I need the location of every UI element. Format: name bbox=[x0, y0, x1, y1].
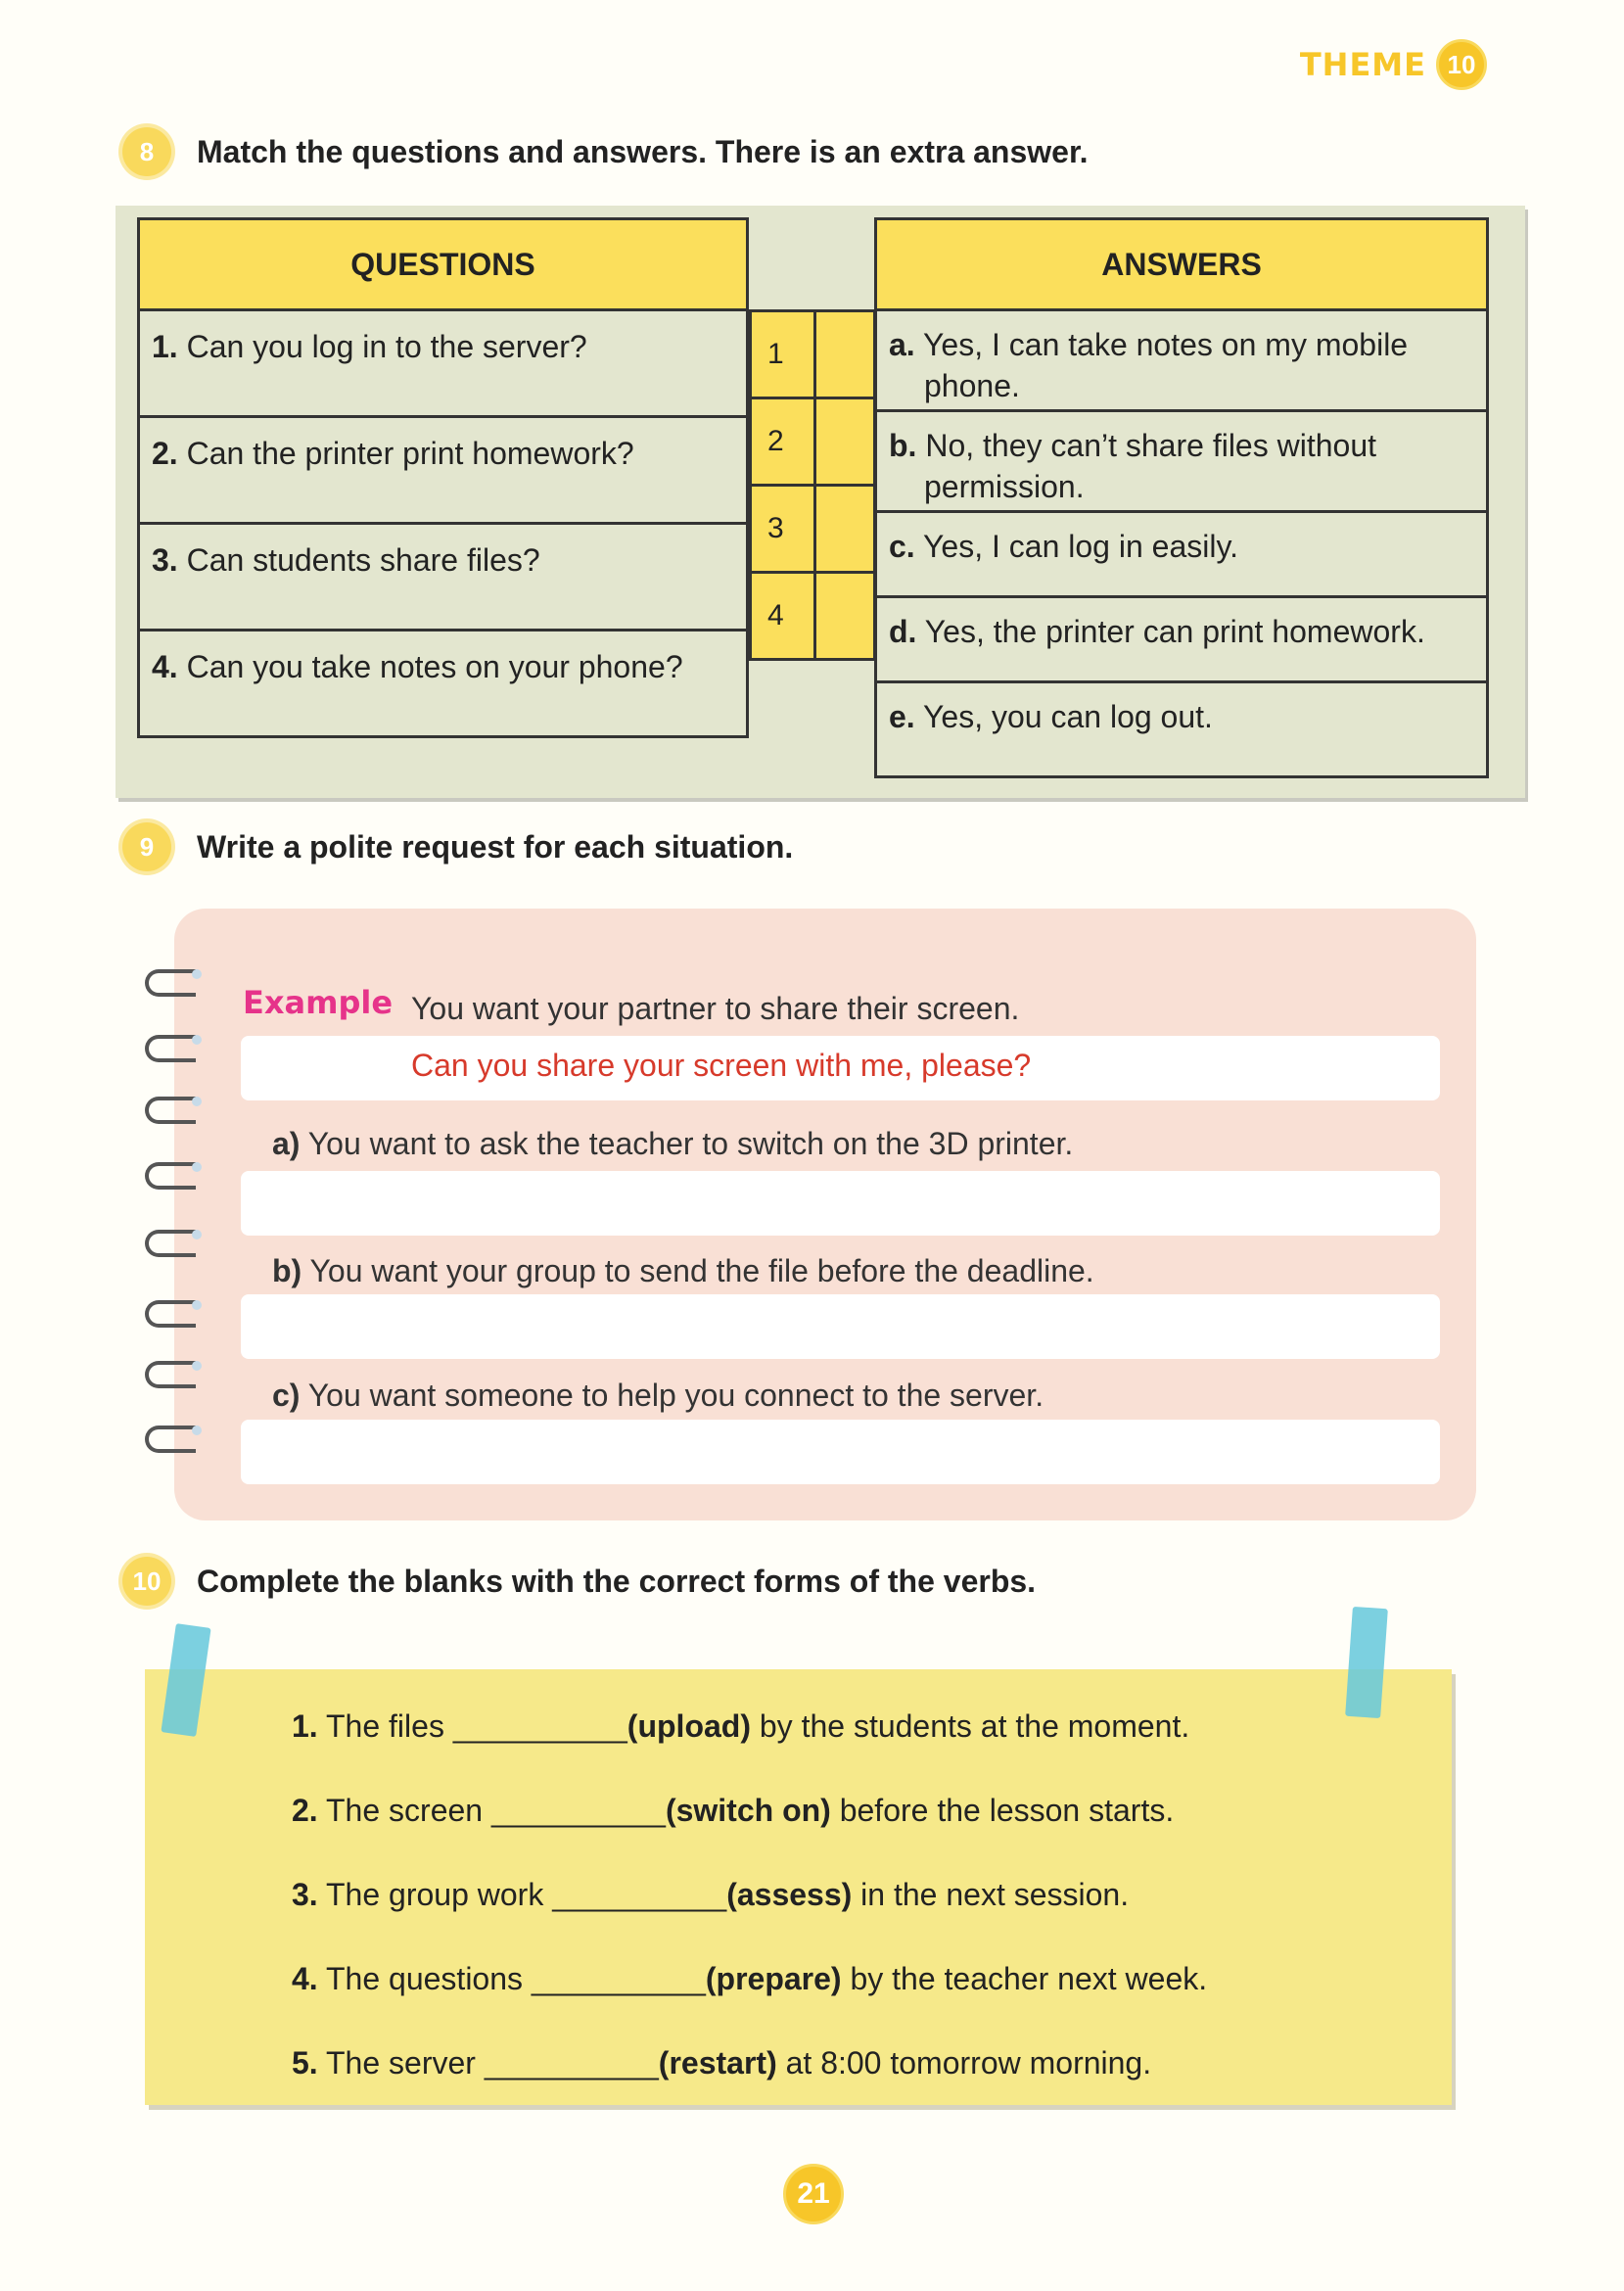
match-number: 1 bbox=[751, 311, 815, 398]
match-answer-cell[interactable] bbox=[815, 573, 875, 660]
theme-number-badge: 10 bbox=[1436, 39, 1487, 90]
fill-blank-sentence: 4. The questions __________(prepare) by the teacher next week. bbox=[292, 1961, 1208, 1996]
answers-table bbox=[874, 217, 1489, 778]
question-row: 1. Can you log in to the server? bbox=[139, 310, 748, 417]
match-answer-cell[interactable] bbox=[815, 398, 875, 486]
exercise-9-heading bbox=[122, 822, 793, 871]
binder-ring-icon bbox=[145, 1361, 196, 1388]
exercise-instruction: Match the questions and answers. There is an extra answer. bbox=[197, 133, 1089, 169]
answer-input[interactable] bbox=[241, 1294, 1440, 1359]
match-answer-cell[interactable] bbox=[815, 311, 875, 398]
blank-field[interactable]: __________ bbox=[552, 1877, 727, 1912]
question-row: 4. Can you take notes on your phone? bbox=[139, 631, 748, 737]
exercise-10-heading bbox=[122, 1557, 1036, 1606]
match-number: 2 bbox=[751, 398, 815, 486]
fill-blank-sentence: 3. The group work __________(assess) in the next session. bbox=[292, 1877, 1130, 1912]
exercise-number-badge: 8 bbox=[122, 127, 171, 176]
example-prompt: You want your partner to share their screen. bbox=[411, 991, 1020, 1026]
exercise-8-heading bbox=[122, 127, 1089, 176]
answer-row: d. Yes, the printer can print homework. bbox=[876, 597, 1488, 682]
theme-header bbox=[1300, 39, 1487, 90]
question-row: 2. Can the printer print homework? bbox=[139, 417, 748, 524]
match-number: 3 bbox=[751, 486, 815, 573]
blank-field[interactable]: __________ bbox=[490, 1793, 666, 1828]
binder-ring-icon bbox=[145, 969, 196, 997]
binder-ring-icon bbox=[145, 1426, 196, 1453]
binder-ring-icon bbox=[145, 1300, 196, 1328]
binder-ring-icon bbox=[145, 1230, 196, 1257]
request-prompt: a) You want to ask the teacher to switch on the 3D printer. bbox=[272, 1126, 1074, 1161]
request-prompt: b) You want your group to send the file before the deadline. bbox=[272, 1253, 1094, 1288]
match-answer-cell[interactable] bbox=[815, 486, 875, 573]
exercise-number-badge: 10 bbox=[122, 1557, 171, 1606]
answers-header: ANSWERS bbox=[876, 219, 1488, 310]
fill-blank-sentence: 2. The screen __________(switch on) before the lesson starts. bbox=[292, 1793, 1175, 1828]
blank-field[interactable]: __________ bbox=[452, 1708, 627, 1744]
theme-label: THEME bbox=[1299, 46, 1426, 83]
answer-input[interactable] bbox=[241, 1420, 1440, 1484]
example-label: Example bbox=[243, 984, 394, 1021]
request-prompt: c) You want someone to help you connect to the server. bbox=[272, 1378, 1044, 1413]
answer-row: a. Yes, I can take notes on my mobile phone. bbox=[876, 310, 1488, 411]
exercise-instruction: Write a polite request for each situation. bbox=[197, 828, 794, 865]
question-row: 3. Can students share files? bbox=[139, 524, 748, 631]
answer-row: e. Yes, you can log out. bbox=[876, 682, 1488, 777]
answer-input[interactable] bbox=[241, 1171, 1440, 1236]
exercise-instruction: Complete the blanks with the correct forms of the verbs. bbox=[197, 1563, 1037, 1599]
questions-table bbox=[137, 217, 749, 738]
answer-row: c. Yes, I can log in easily. bbox=[876, 512, 1488, 597]
binder-ring-icon bbox=[145, 1162, 196, 1190]
binder-ring-icon bbox=[145, 1097, 196, 1124]
fill-blank-sentence: 5. The server __________(restart) at 8:00 tomorrow morning. bbox=[292, 2045, 1152, 2081]
exercise-number-badge: 9 bbox=[122, 822, 171, 871]
questions-header: QUESTIONS bbox=[139, 219, 748, 310]
matching-grid bbox=[749, 309, 876, 661]
example-answer: Can you share your screen with me, please? bbox=[411, 1048, 1032, 1083]
match-number: 4 bbox=[751, 573, 815, 660]
blank-field[interactable]: __________ bbox=[531, 1961, 706, 1996]
answer-row: b. No, they can’t share files without permission. bbox=[876, 411, 1488, 512]
page-number: 21 bbox=[783, 2164, 844, 2224]
binder-ring-icon bbox=[145, 1035, 196, 1062]
blank-field[interactable]: __________ bbox=[484, 2045, 659, 2081]
fill-blank-sentence: 1. The files __________(upload) by the students at the moment. bbox=[292, 1708, 1190, 1744]
